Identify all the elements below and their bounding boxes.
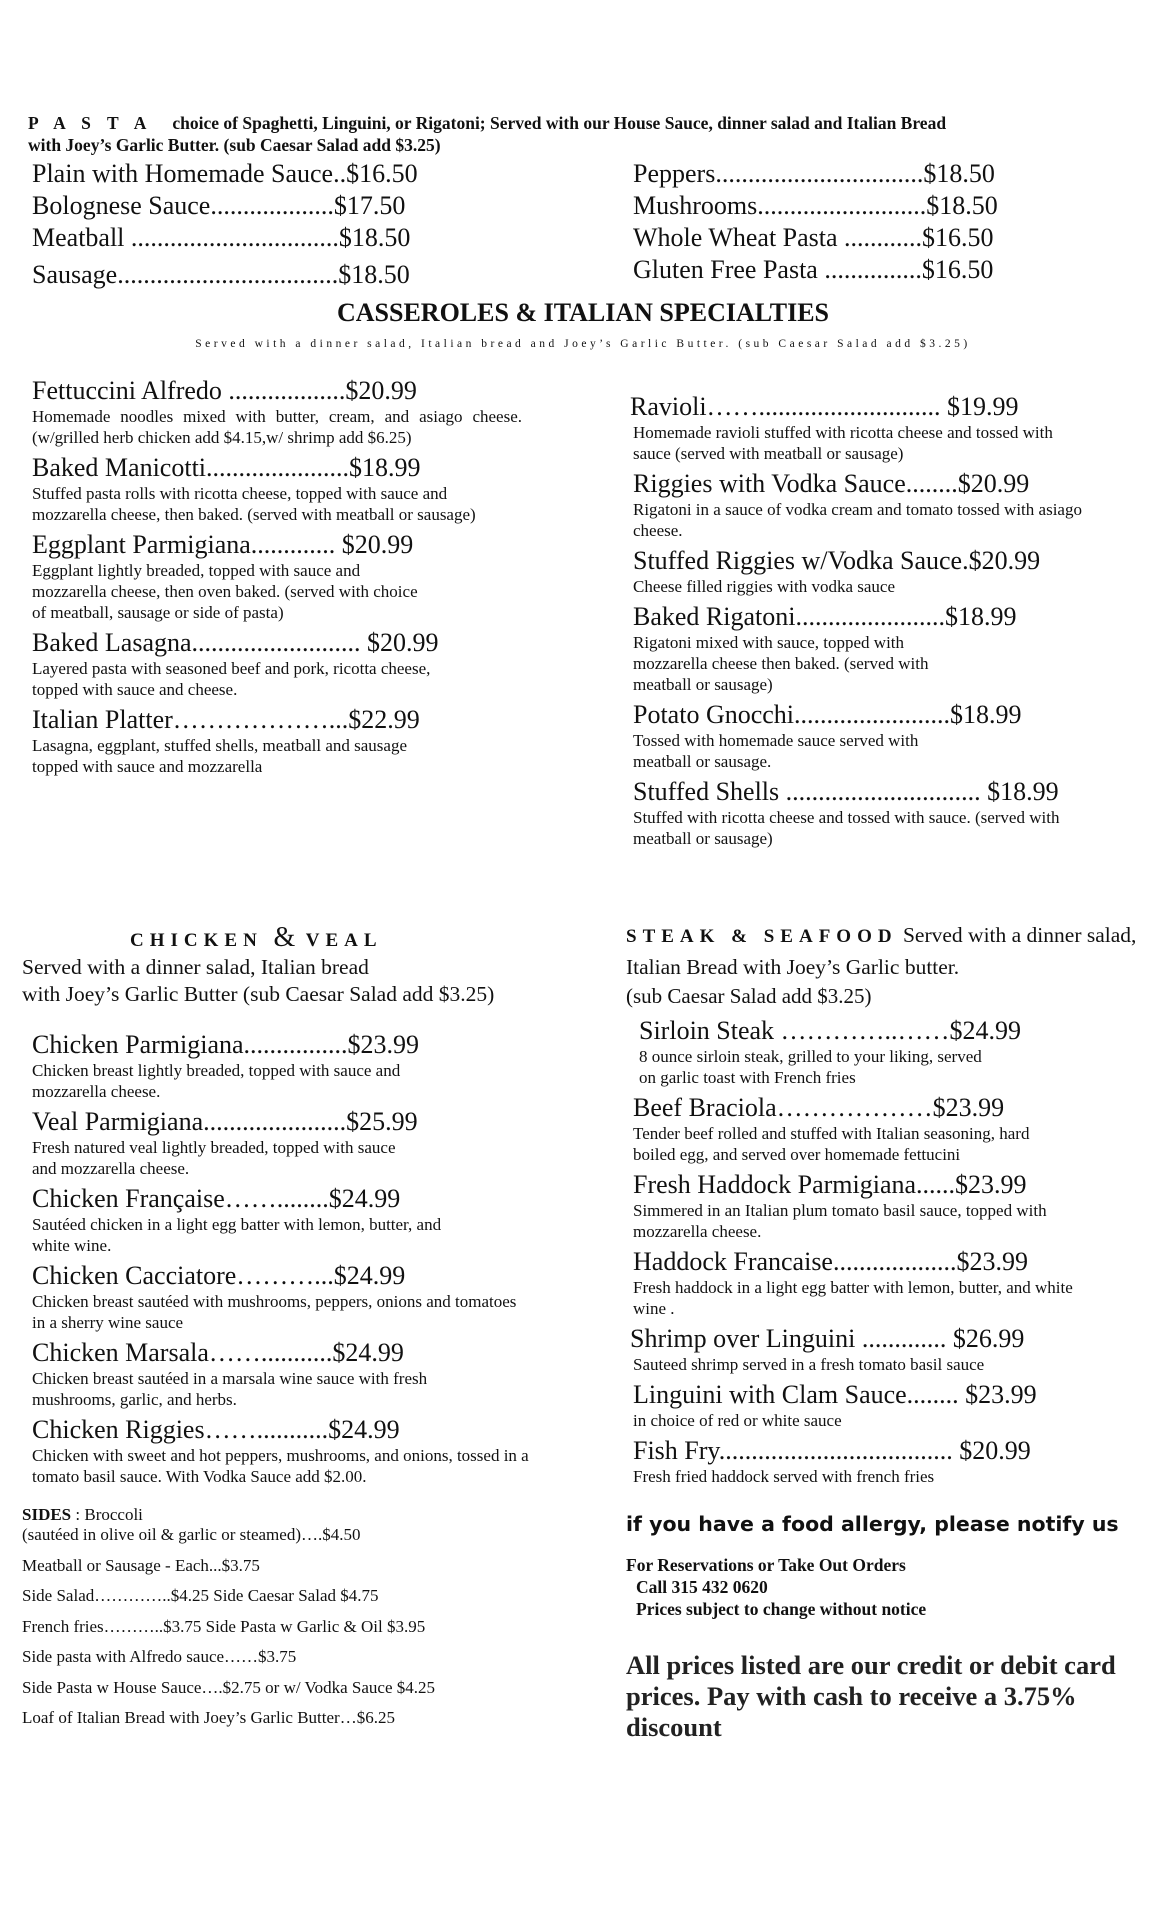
item-description: Lasagna, eggplant, stuffed shells, meatball and sausage topped with sauce and mozzarella [32, 736, 407, 776]
menu-item [32, 1261, 532, 1333]
item-name: Eggplant Parmigiana............. $20.99 [32, 530, 414, 559]
menu-item [630, 392, 1093, 464]
chicken-veal-label-2: VEAL [295, 930, 383, 951]
ampersand: & [273, 922, 296, 953]
item-name: Potato Gnocchi........................$18.99 [633, 700, 1022, 729]
menu-item [633, 546, 1093, 597]
item-name: Baked Lasagna.......................... $20.99 [32, 628, 439, 657]
item-description: Rigatoni mixed with sauce, topped with mozzarella cheese then baked. (served with meatball or sausage) [633, 633, 929, 694]
item-name: Shrimp over Linguini ............. $26.99 [630, 1324, 1025, 1353]
cash-discount-notice: All prices listed are our credit or debit card prices. Pay with cash to receive a 3.75% discount [626, 1650, 1116, 1742]
casseroles-left [32, 376, 522, 782]
pasta-description: choice of Spaghetti, Linguini, or Rigatoni; Served with our House Sauce, dinner salad and Italian Bread [172, 113, 947, 133]
item-name: Fish Fry.................................... $20.99 [633, 1436, 1031, 1465]
side-item: Meatball or Sausage - Each...$3.75 [22, 1555, 260, 1575]
phone-number: Call 315 432 0620 [636, 1577, 768, 1597]
chicken-veal-list [32, 1030, 532, 1492]
pasta-list-left [32, 158, 552, 291]
reservation-line: For Reservations or Take Out Orders [626, 1555, 906, 1575]
sides-first: : Broccoli [71, 1505, 143, 1524]
chicken-veal-subtitle [22, 954, 582, 1008]
price-change-notice: Prices subject to change without notice [636, 1599, 927, 1619]
menu-item [32, 628, 522, 700]
menu-item [32, 376, 522, 448]
item-name: Ravioli……............................ $19.99 [630, 392, 1019, 421]
item-description: Fresh fried haddock served with french fries [633, 1467, 935, 1486]
menu-item [633, 469, 1093, 541]
item-description: Tossed with homemade sauce served with meatball or sausage. [633, 731, 919, 771]
reservation-info [626, 1554, 926, 1620]
item-description: Chicken breast sautéed with mushrooms, peppers, onions and tomatoes in a sherry wine sauce [32, 1292, 517, 1332]
item-name: Chicken Riggies……...........$24.99 [32, 1415, 400, 1444]
item-description: Sautéed chicken in a light egg batter with lemon, butter, and white wine. [32, 1215, 442, 1255]
sides-section [22, 1505, 582, 1739]
steak-seafood-sub-1: Served with a dinner salad, Italian Bread with Joey’s Garlic butter. [626, 923, 1137, 979]
item-description: Cheese filled riggies with vodka sauce [633, 577, 896, 596]
item-description: in choice of red or white sauce [633, 1411, 842, 1430]
item-description: Simmered in an Italian plum tomato basil sauce, topped with mozzarella cheese. [633, 1201, 1047, 1241]
item-description: Sauteed shrimp served in a fresh tomato basil sauce [633, 1355, 985, 1374]
item-name: Baked Manicotti......................$18.99 [32, 453, 421, 482]
item-name: Sirloin Steak …………..……$24.99 [639, 1016, 1022, 1045]
menu-item [633, 1247, 1113, 1319]
menu-item [32, 1415, 532, 1487]
item-name: Veal Parmigiana......................$25.99 [32, 1107, 418, 1136]
menu-item [32, 453, 522, 525]
menu-item [32, 705, 522, 777]
item-description: Chicken breast sautéed in a marsala wine sauce with fresh mushrooms, garlic, and herbs. [32, 1369, 428, 1409]
chicken-veal-sub-2: with Joey’s Garlic Butter (sub Caesar Salad add $3.25) [22, 982, 495, 1006]
pasta-header [28, 112, 1128, 156]
menu-item [633, 1170, 1113, 1242]
pasta-label: P A S T A [28, 113, 153, 133]
chicken-veal-header [130, 922, 383, 954]
steak-seafood-label: STEAK & SEAFOOD [626, 926, 898, 947]
menu-item [633, 1016, 1113, 1088]
item-description: Stuffed with ricotta cheese and tossed with sauce. (served with meatball or sausage) [633, 808, 1060, 848]
steak-seafood-header [626, 920, 1146, 982]
allergy-notice: if you have a food allergy, please notify us [626, 1512, 1119, 1536]
casseroles-title: CASSEROLES & ITALIAN SPECIALTIES [336, 298, 829, 327]
item-name: Riggies with Vodka Sauce........$20.99 [633, 469, 1030, 498]
item-description: Rigatoni in a sauce of vodka cream and tomato tossed with asiago cheese. [633, 500, 1082, 540]
item-name: Stuffed Shells .............................. $18.99 [633, 777, 1059, 806]
item-name: Fresh Haddock Parmigiana......$23.99 [633, 1170, 1027, 1199]
item-name: Fettuccini Alfredo ..................$20.99 [32, 376, 417, 405]
pasta-item: Mushrooms..........................$18.50 [633, 191, 998, 220]
item-description: Homemade ravioli stuffed with ricotta cheese and tossed with sauce (served with meatball or sausage) [633, 423, 1053, 463]
item-description: Layered pasta with seasoned beef and pork, ricotta cheese, topped with sauce and cheese. [32, 659, 431, 699]
pasta-list-right [633, 158, 1133, 286]
item-description: Homemade noodles mixed with butter, cream, and asiago cheese. (w/grilled herb chicken add $4.15,w/ shrimp add $6.25) [32, 407, 522, 447]
pasta-description-2: with Joey’s Garlic Butter. (sub Caesar Salad add $3.25) [28, 135, 441, 155]
menu-item [633, 602, 1093, 695]
menu-item [633, 777, 1093, 849]
pasta-item: Whole Wheat Pasta ............$16.50 [633, 223, 994, 252]
item-description: Tender beef rolled and stuffed with Italian seasoning, hard boiled egg, and served over homemade fettucini [633, 1124, 1030, 1164]
menu-item [633, 700, 1093, 772]
side-item: Side Salad…………..$4.25 Side Caesar Salad $4.75 [22, 1586, 379, 1605]
pasta-item: Sausage..................................$18.50 [32, 260, 410, 289]
menu-item [633, 1380, 1113, 1431]
item-name: Baked Rigatoni.......................$18.99 [633, 602, 1017, 631]
item-description: Eggplant lightly breaded, topped with sauce and mozzarella cheese, then oven baked. (served with choice of meatball, sausage or side of pasta) [32, 561, 418, 622]
menu-item [633, 1093, 1113, 1165]
chicken-veal-label: CHICKEN [130, 930, 274, 951]
sides-label: SIDES [22, 1505, 72, 1524]
pasta-item: Bolognese Sauce...................$17.50 [32, 191, 406, 220]
item-name: Chicken Marsala……...........$24.99 [32, 1338, 404, 1367]
item-name: Chicken Française……........$24.99 [32, 1184, 401, 1213]
pasta-item: Plain with Homemade Sauce..$16.50 [32, 159, 418, 188]
menu-item [630, 1324, 1113, 1375]
item-name: Beef Braciola………………$23.99 [633, 1093, 1005, 1122]
steak-seafood-list [630, 1016, 1113, 1492]
item-name: Linguini with Clam Sauce........ $23.99 [633, 1380, 1037, 1409]
menu-item [633, 1436, 1113, 1487]
menu-item [32, 1107, 532, 1179]
item-name: Haddock Francaise...................$23.99 [633, 1247, 1028, 1276]
pasta-item: Gluten Free Pasta ...............$16.50 [633, 255, 994, 284]
steak-seafood-sub-2: (sub Caesar Salad add $3.25) [626, 984, 872, 1008]
casseroles-subtitle: Served with a dinner salad, Italian bread and Joey’s Garlic Butter. (sub Caesar Salad add $3.25) [195, 338, 971, 350]
item-name: Chicken Parmigiana................$23.99 [32, 1030, 420, 1059]
item-description: Fresh haddock in a light egg batter with lemon, butter, and white wine . [633, 1278, 1073, 1318]
item-description: Stuffed pasta rolls with ricotta cheese, topped with sauce and mozzarella cheese, then baked. (served with meatball or sausage) [32, 484, 476, 524]
side-item: French fries………..$3.75 Side Pasta w Garlic & Oil $3.95 [22, 1616, 426, 1636]
side-item: Side pasta with Alfredo sauce……$3.75 [22, 1647, 297, 1666]
menu-item [32, 1184, 532, 1256]
side-item: (sautéed in olive oil & garlic or steamed)….$4.50 [22, 1525, 361, 1544]
menu-item [32, 1030, 532, 1102]
item-description: Chicken breast lightly breaded, topped with sauce and mozzarella cheese. [32, 1061, 401, 1101]
item-name: Italian Platter………………...$22.99 [32, 705, 420, 734]
pasta-item: Peppers................................$18.50 [633, 159, 995, 188]
casseroles-right [630, 392, 1093, 854]
side-item: Loaf of Italian Bread with Joey’s Garlic Butter…$6.25 [22, 1708, 395, 1727]
item-description: 8 ounce sirloin steak, grilled to your liking, served on garlic toast with French fries [639, 1047, 982, 1087]
item-name: Stuffed Riggies w/Vodka Sauce.$20.99 [633, 546, 1041, 575]
item-description: Fresh natured veal lightly breaded, topped with sauce and mozzarella cheese. [32, 1138, 396, 1178]
item-name: Chicken Cacciatore………...$24.99 [32, 1261, 406, 1290]
chicken-veal-sub-1: Served with a dinner salad, Italian bread [22, 955, 369, 979]
menu-item [32, 1338, 532, 1410]
menu-item [32, 530, 522, 623]
item-description: Chicken with sweet and hot peppers, mushrooms, and onions, tossed in a tomato basil sauce. With Vodka Sauce add $2.00. [32, 1446, 529, 1486]
pasta-item: Meatball ................................$18.50 [32, 223, 411, 252]
side-item: Side Pasta w House Sauce….$2.75 or w/ Vodka Sauce $4.25 [22, 1677, 435, 1697]
